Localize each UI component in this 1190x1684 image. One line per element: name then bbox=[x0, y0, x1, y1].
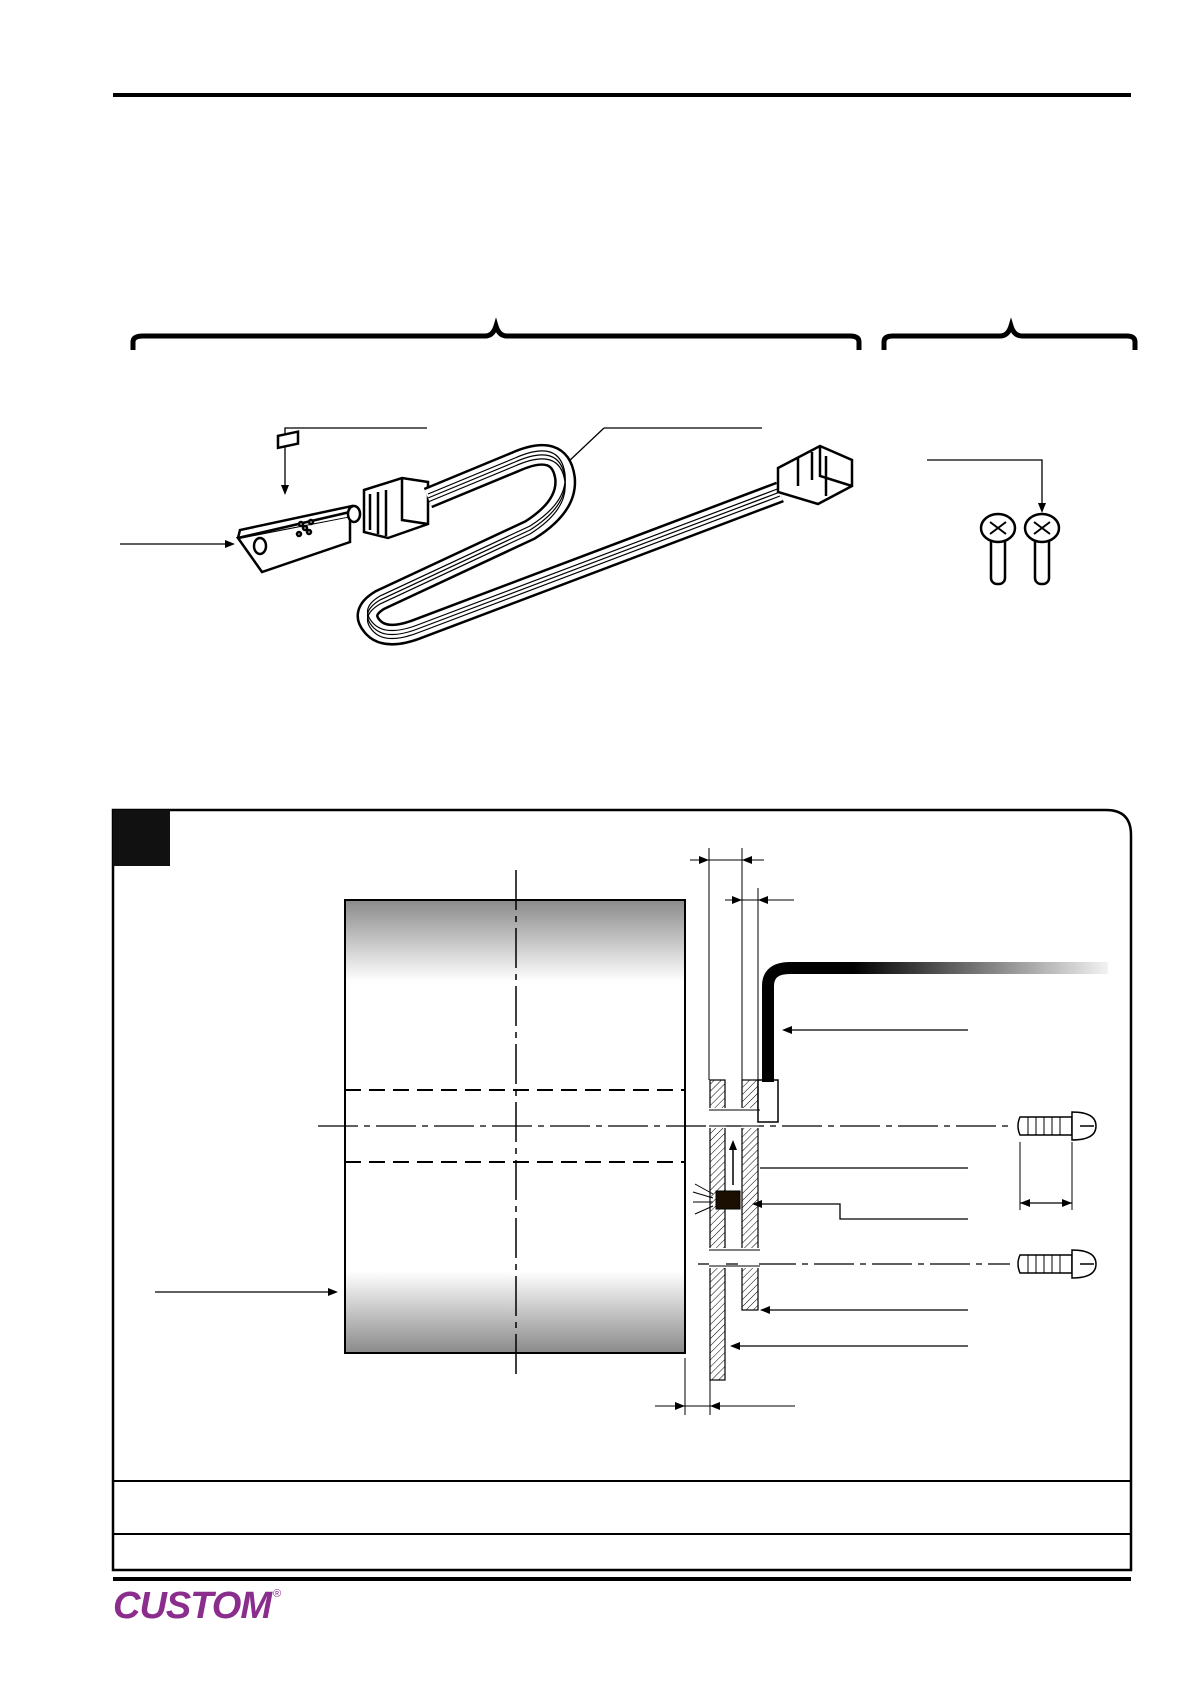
sensor-cable bbox=[768, 968, 1108, 1082]
sensor-board bbox=[238, 432, 360, 572]
brace-left bbox=[133, 326, 859, 350]
mounting-section-diagram bbox=[0, 790, 1190, 1550]
brand-name: CUSTOM bbox=[113, 1585, 271, 1627]
footer-rule bbox=[113, 1577, 1131, 1581]
leader-screws bbox=[927, 460, 1042, 507]
sensor-element bbox=[716, 1191, 740, 1209]
screw-1 bbox=[981, 514, 1015, 584]
flat-cable bbox=[368, 451, 781, 639]
parts-illustration bbox=[0, 0, 1190, 700]
screw-2 bbox=[1025, 514, 1059, 584]
cable-connector bbox=[778, 446, 852, 504]
board-connector bbox=[364, 478, 428, 538]
mounting-screw-1 bbox=[1018, 1112, 1096, 1140]
mounting-screw-2 bbox=[1018, 1250, 1096, 1278]
registered-mark: ® bbox=[272, 1588, 281, 1600]
custom-logo bbox=[113, 1587, 280, 1625]
brace-right bbox=[884, 326, 1135, 350]
figure-number-box bbox=[113, 810, 170, 866]
